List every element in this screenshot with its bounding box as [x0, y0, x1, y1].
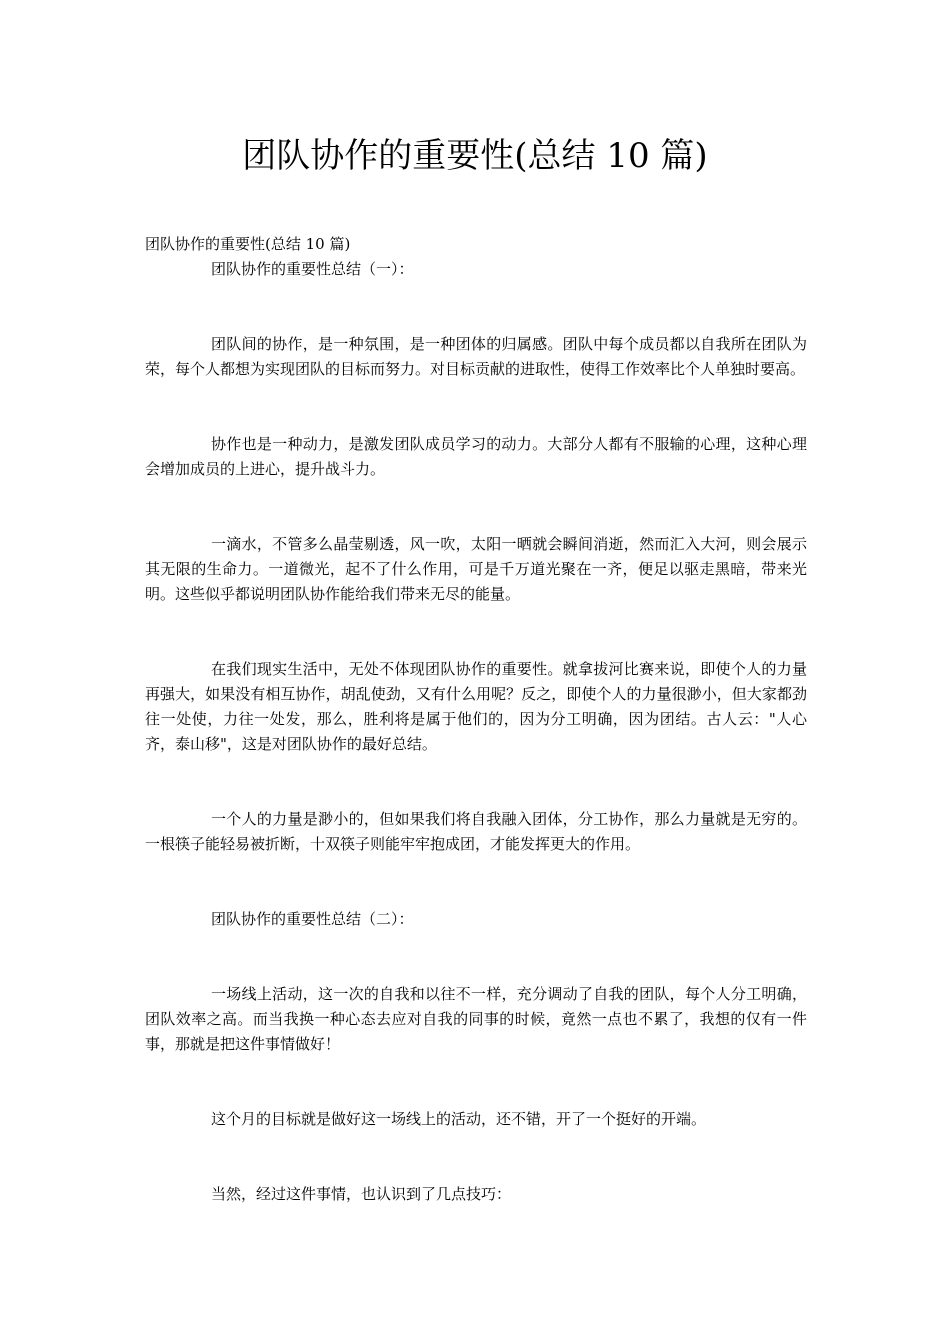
paragraph: 一场线上活动，这一次的自我和以往不一样，充分调动了自我的团队，每个人分工明确，团队效率之高。而当我换一种心态去应对自我的同事的时候，竟然一点也不累了，我想的仅有一件事，那就是把这件事情做好！: [145, 985, 807, 1053]
section-heading-2: 团队协作的重要性总结（二）：: [211, 910, 414, 928]
paragraph-gap: [145, 482, 807, 532]
section-heading-1: 团队协作的重要性总结（一）：: [211, 260, 414, 278]
paragraph: 一滴水，不管多么晶莹剔透，风一吹，太阳一晒就会瞬间消逝，然而汇入大河，则会展示其无限的生命力。一道微光，起不了什么作用，可是千万道光聚在一齐，便足以驱走黑暗，带来光明。这些似乎都说明团队协作能给我们带来无尽的能量。: [145, 535, 807, 603]
paragraph: 一个人的力量是渺小的，但如果我们将自我融入团体，分工协作，那么力量就是无穷的。一根筷子能轻易被折断，十双筷子则能牢牢抱成团，才能发挥更大的作用。: [145, 810, 807, 853]
paragraph-gap: [145, 282, 807, 332]
document-body: [145, 232, 807, 1207]
paragraph-gap: [145, 1057, 807, 1107]
paragraph-gap: [145, 932, 807, 982]
paragraph: 协作也是一种动力，是激发团队成员学习的动力。大部分人都有不服输的心理，这种心理会增加成员的上进心，提升战斗力。: [145, 435, 807, 478]
document-subtitle: 团队协作的重要性(总结 10 篇): [145, 235, 351, 253]
paragraph: 当然，经过这件事情，也认识到了几点技巧：: [211, 1185, 512, 1203]
paragraph-gap: [145, 607, 807, 657]
paragraph-gap: [145, 1132, 807, 1182]
paragraph-gap: [145, 857, 807, 907]
paragraph: 团队间的协作，是一种氛围，是一种团体的归属感。团队中每个成员都以自我所在团队为荣，每个人都想为实现团队的目标而努力。对目标贡献的进取性，使得工作效率比个人单独时要高。: [145, 335, 807, 378]
paragraph: 这个月的目标就是做好这一场线上的活动，还不错，开了一个挺好的开端。: [211, 1110, 707, 1128]
paragraph: 在我们现实生活中，无处不体现团队协作的重要性。就拿拔河比赛来说，即使个人的力量再强大，如果没有相互协作，胡乱使劲，又有什么用呢？反之，即使个人的力量很渺小，但大家都劲往一处使，力往一处发，那么，胜利将是属于他们的，因为分工明确，因为团结。古人云："人心齐，泰山移"，这是对团队协作的最好总结。: [145, 660, 807, 753]
document-title: 团队协作的重要性(总结 10 篇): [242, 136, 708, 176]
paragraph-gap: [145, 382, 807, 432]
paragraph-gap: [145, 757, 807, 807]
